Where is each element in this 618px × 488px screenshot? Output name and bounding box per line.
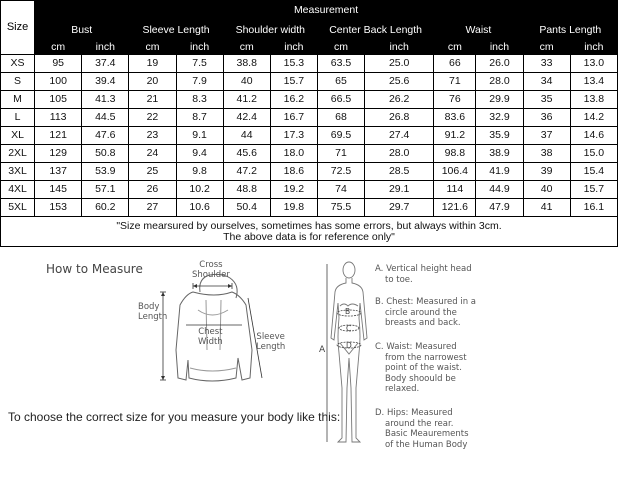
measurement-cell: 42.4: [223, 109, 270, 127]
measurement-cell: 76: [434, 91, 476, 109]
measurement-cell: 25.6: [365, 73, 434, 91]
unit-header-cm: cm: [317, 40, 364, 55]
measurement-cell: 13.4: [570, 73, 617, 91]
legend-b-title: B. Chest: Measured in a: [375, 297, 476, 307]
measurement-cell: 72.5: [317, 163, 364, 181]
chest-width-label-line2: Width: [198, 337, 223, 347]
legend-item-d: [375, 408, 485, 450]
measurement-cell: 38.9: [476, 145, 523, 163]
measurement-cell: 41.3: [82, 91, 129, 109]
measurement-cell: 129: [35, 145, 82, 163]
measurement-cell: 29.7: [365, 199, 434, 217]
measurement-cell: 24: [129, 145, 176, 163]
measurement-cell: 47.9: [476, 199, 523, 217]
measurement-cell: 7.5: [176, 55, 223, 73]
measurement-cell: 8.3: [176, 91, 223, 109]
measurement-cell: 57.1: [82, 181, 129, 199]
how-to-measure-title: How to Measure: [46, 262, 143, 276]
measurement-cell: 66.5: [317, 91, 364, 109]
measurement-guide: [0, 250, 618, 488]
measurement-cell: 98.8: [434, 145, 476, 163]
measurement-cell: 19: [129, 55, 176, 73]
legend-c-line: point of the waist.: [385, 363, 462, 373]
size-header: Size: [1, 1, 35, 55]
unit-header-inch: inch: [270, 40, 317, 55]
measurement-cell: 50.4: [223, 199, 270, 217]
measurement-cell: 26.8: [365, 109, 434, 127]
measurement-cell: 34: [523, 73, 570, 91]
column-header-sleeve-length: Sleeve Length: [129, 21, 223, 40]
table-row: [1, 55, 618, 73]
measurement-cell: 38.8: [223, 55, 270, 73]
legend-b-line: circle around the: [385, 307, 457, 318]
legend-d-line: of the Human Body: [385, 439, 468, 450]
figure-head: [343, 262, 355, 278]
measurement-cell: 10.6: [176, 199, 223, 217]
table-row: [1, 109, 618, 127]
measurement-cell: 40: [523, 181, 570, 199]
body-length-label-line1: Body: [138, 302, 160, 312]
table-row: [1, 181, 618, 199]
legend-d-line: around the rear.: [385, 418, 454, 429]
measurement-cell: 68: [317, 109, 364, 127]
measurement-cell: 33: [523, 55, 570, 73]
measurement-cell: 100: [35, 73, 82, 91]
measurement-cell: 14.6: [570, 127, 617, 145]
measurement-cell: 95: [35, 55, 82, 73]
measurement-cell: 38: [523, 145, 570, 163]
sleeve-length-label-line1: Sleeve: [256, 332, 285, 342]
body-length-label-line2: Length: [138, 312, 168, 322]
table-row: [1, 163, 618, 181]
measurement-cell: 41.9: [476, 163, 523, 181]
measurement-cell: 114: [434, 181, 476, 199]
measurement-cell: 45.6: [223, 145, 270, 163]
measurement-cell: 16.7: [270, 109, 317, 127]
measurement-cell: 13.8: [570, 91, 617, 109]
measurement-cell: 44.5: [82, 109, 129, 127]
sweater-diagram: [0, 250, 300, 400]
measurement-cell: 19.8: [270, 199, 317, 217]
column-header-shoulder-width: Shoulder width: [223, 21, 317, 40]
size-cell: 2XL: [1, 145, 35, 163]
measurement-cell: 26.0: [476, 55, 523, 73]
measurement-cell: 83.6: [434, 109, 476, 127]
figure-mark-b: B: [345, 307, 351, 316]
measurement-cell: 106.4: [434, 163, 476, 181]
measurement-cell: 18.0: [270, 145, 317, 163]
legend-c-line: from the narrowest: [385, 352, 467, 363]
unit-header-cm: cm: [434, 40, 476, 55]
figure-body-outline: [331, 278, 367, 442]
size-cell: XL: [1, 127, 35, 145]
measurement-cell: 105: [35, 91, 82, 109]
measurement-cell: 121.6: [434, 199, 476, 217]
measurement-cell: 27.4: [365, 127, 434, 145]
measurement-cell: 53.9: [82, 163, 129, 181]
body-length-label: [138, 302, 167, 322]
figure-mark-d: D: [346, 341, 352, 350]
unit-header-cm: cm: [523, 40, 570, 55]
sleeve-length-label: [256, 332, 285, 352]
measurement-cell: 17.3: [270, 127, 317, 145]
measurement-cell: 60.2: [82, 199, 129, 217]
legend-b-line: breasts and back.: [385, 318, 461, 328]
measurement-cell: 39.4: [82, 73, 129, 91]
measurement-header: Measurement: [35, 1, 618, 21]
measurement-cell: 37.4: [82, 55, 129, 73]
measurement-cell: 28.0: [365, 145, 434, 163]
figure-mark-c: C: [346, 324, 352, 333]
measurement-cell: 32.9: [476, 109, 523, 127]
measurement-cell: 25: [129, 163, 176, 181]
measurement-cell: 71: [317, 145, 364, 163]
legend-item-a: [375, 264, 485, 285]
measurement-cell: 44: [223, 127, 270, 145]
unit-header-inch: inch: [570, 40, 617, 55]
unit-row: [1, 40, 618, 55]
cross-shoulder-label-line2: Shoulder: [192, 270, 230, 280]
unit-header-cm: cm: [129, 40, 176, 55]
size-cell: XS: [1, 55, 35, 73]
legend-item-b: [375, 297, 485, 329]
cross-shoulder-label-line1: Cross: [199, 260, 223, 270]
measurement-cell: 36: [523, 109, 570, 127]
measurement-cell: 27: [129, 199, 176, 217]
measurement-cell: 65: [317, 73, 364, 91]
unit-header-inch: inch: [82, 40, 129, 55]
choose-size-instruction: To choose the correct size for you measure your body like this:: [8, 410, 341, 424]
reference-note-line2: The above data is for reference only": [223, 230, 395, 243]
measurement-cell: 113: [35, 109, 82, 127]
legend-a-title: A. Vertical height head: [375, 264, 472, 274]
measurement-cell: 29.9: [476, 91, 523, 109]
measurement-cell: 15.3: [270, 55, 317, 73]
measurement-cell: 48.8: [223, 181, 270, 199]
measurement-cell: 22: [129, 109, 176, 127]
measurement-cell: 28.5: [365, 163, 434, 181]
measurement-cell: 137: [35, 163, 82, 181]
measurement-cell: 19.2: [270, 181, 317, 199]
legend-d-title: D. Hips: Measured: [375, 408, 453, 418]
unit-header-inch: inch: [176, 40, 223, 55]
body-figure-diagram: [318, 258, 378, 453]
measurement-cell: 47.2: [223, 163, 270, 181]
table-row: [1, 91, 618, 109]
size-cell: M: [1, 91, 35, 109]
measurement-cell: 14.2: [570, 109, 617, 127]
measurement-cell: 75.5: [317, 199, 364, 217]
size-cell: 4XL: [1, 181, 35, 199]
measurement-cell: 71: [434, 73, 476, 91]
measurement-cell: 35: [523, 91, 570, 109]
measurement-cell: 37: [523, 127, 570, 145]
measurement-cell: 20: [129, 73, 176, 91]
unit-header-cm: cm: [35, 40, 82, 55]
measurement-cell: 69.5: [317, 127, 364, 145]
measurement-cell: 40: [223, 73, 270, 91]
measurement-cell: 8.7: [176, 109, 223, 127]
cross-shoulder-label: [192, 260, 230, 280]
measurement-cell: 13.0: [570, 55, 617, 73]
size-cell: 3XL: [1, 163, 35, 181]
measurement-cell: 29.1: [365, 181, 434, 199]
measurement-cell: 41.2: [223, 91, 270, 109]
measurement-cell: 91.2: [434, 127, 476, 145]
table-row: [1, 199, 618, 217]
table-row: [1, 73, 618, 91]
measurement-cell: 39: [523, 163, 570, 181]
legend-a-line: to toe.: [385, 274, 413, 285]
measurement-cell: 41: [523, 199, 570, 217]
reference-note-line1: "Size mearsured by ourselves, sometimes has some errors, but always within 3cm.: [116, 220, 502, 232]
column-header-center-back-length: Center Back Length: [317, 21, 433, 40]
measurement-cell: 23: [129, 127, 176, 145]
size-cell: S: [1, 73, 35, 91]
measurement-cell: 15.0: [570, 145, 617, 163]
column-header-waist: Waist: [434, 21, 523, 40]
measurement-cell: 50.8: [82, 145, 129, 163]
figure-mark-a: A: [319, 345, 326, 355]
measurement-cell: 15.7: [270, 73, 317, 91]
legend-c-title: C. Waist: Measured: [375, 342, 457, 352]
measurement-cell: 28.0: [476, 73, 523, 91]
legend-c-line: Body shoould be: [385, 373, 456, 384]
measurement-cell: 121: [35, 127, 82, 145]
measurement-cell: 25.0: [365, 55, 434, 73]
table-row: [1, 145, 618, 163]
measurement-cell: 15.7: [570, 181, 617, 199]
legend-c-line: relaxed.: [385, 384, 420, 394]
unit-header-inch: inch: [476, 40, 523, 55]
measurement-cell: 66: [434, 55, 476, 73]
measurement-cell: 153: [35, 199, 82, 217]
legend-item-c: [375, 342, 485, 395]
legend-d-line: Basic Meaurements: [385, 429, 469, 439]
measurement-cell: 74: [317, 181, 364, 199]
measurement-cell: 18.6: [270, 163, 317, 181]
measurement-cell: 16.2: [270, 91, 317, 109]
measurement-cell: 44.9: [476, 181, 523, 199]
measurement-cell: 21: [129, 91, 176, 109]
measurement-cell: 7.9: [176, 73, 223, 91]
unit-header-cm: cm: [223, 40, 270, 55]
measurement-cell: 15.4: [570, 163, 617, 181]
measurement-cell: 9.4: [176, 145, 223, 163]
sleeve-length-label-line2: Length: [256, 342, 286, 352]
measurement-cell: 9.8: [176, 163, 223, 181]
measurement-cell: 26: [129, 181, 176, 199]
chest-width-label-line1: Chest: [198, 327, 223, 337]
reference-note: [1, 217, 618, 247]
measurement-cell: 10.2: [176, 181, 223, 199]
column-header-bust: Bust: [35, 21, 129, 40]
size-cell: L: [1, 109, 35, 127]
measurement-cell: 145: [35, 181, 82, 199]
chest-width-label: [198, 327, 223, 347]
column-header-pants-length: Pants Length: [523, 21, 617, 40]
measurement-cell: 26.2: [365, 91, 434, 109]
table-row: [1, 127, 618, 145]
size-cell: 5XL: [1, 199, 35, 217]
measurement-cell: 35.9: [476, 127, 523, 145]
measurement-cell: 16.1: [570, 199, 617, 217]
unit-header-inch: inch: [365, 40, 434, 55]
measurement-cell: 9.1: [176, 127, 223, 145]
measurement-cell: 63.5: [317, 55, 364, 73]
measurement-cell: 47.6: [82, 127, 129, 145]
